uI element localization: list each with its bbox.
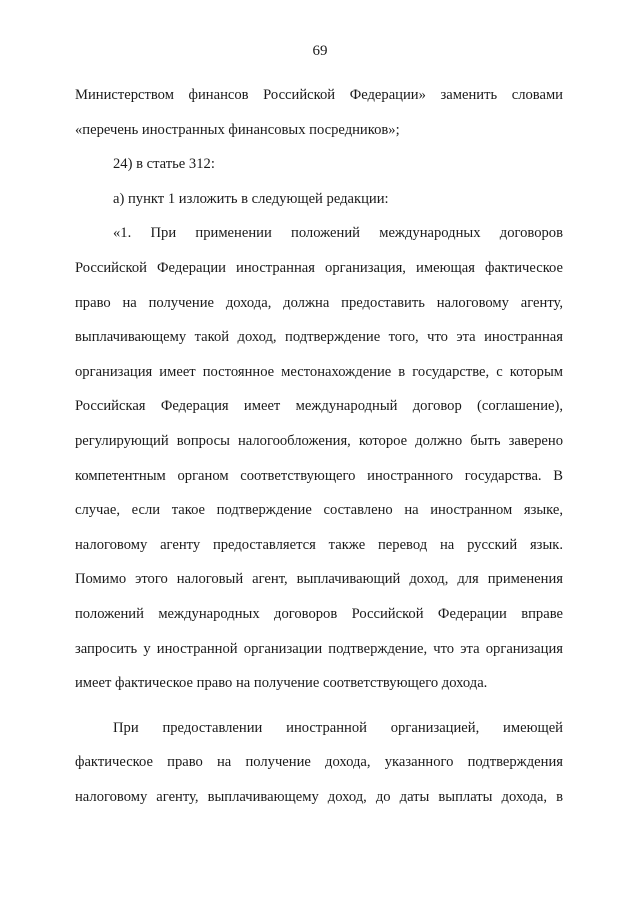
text-line: Помимо этого налоговый агент, выплачивающий доход, для применения: [75, 571, 563, 588]
text-line: 24) в статье 312:: [113, 156, 215, 173]
text-line: «1. При применении положений международных договоров: [113, 225, 563, 242]
text-line: имеет фактическое право на получение соответствующего дохода.: [75, 675, 488, 692]
page-number: 69: [312, 43, 328, 59]
text-line: налоговому агенту предоставляется также перевод на русский язык.: [75, 536, 563, 553]
text-line: запросить у иностранной организации подтверждение, что эта организация: [75, 640, 563, 657]
text-line: право на получение дохода, должна предоставить налоговому агенту,: [75, 294, 563, 311]
paragraph-gap: [75, 701, 563, 711]
text-line: фактическое право на получение дохода, указанного подтверждения: [75, 754, 563, 771]
text-line: «перечень иностранных финансовых посредников»;: [75, 121, 400, 138]
document-body: [75, 78, 563, 814]
text-line: организация имеет постоянное местонахождение в государстве, с которым: [75, 363, 563, 380]
text-line: налоговому агенту, выплачивающему доход, до даты выплаты дохода, в: [75, 788, 563, 805]
text-line: Министерством финансов Российской Федерации» заменить словами: [75, 87, 563, 103]
text-line: Российской Федерации иностранная организация, имеющая фактическое: [75, 259, 563, 276]
text-line: При предоставлении иностранной организацией, имеющей: [113, 719, 563, 736]
text-line: а) пункт 1 изложить в следующей редакции:: [113, 190, 389, 207]
text-line: регулирующий вопросы налогообложения, которое должно быть заверено: [75, 432, 563, 449]
text-line: выплачивающему такой доход, подтверждение того, что эта иностранная: [75, 329, 563, 346]
text-line: случае, если такое подтверждение составлено на иностранном языке,: [75, 502, 563, 519]
text-line: компетентным органом соответствующего иностранного государства. В: [75, 467, 563, 484]
text-line: Российская Федерация имеет международный договор (соглашение),: [75, 398, 563, 415]
text-line: положений международных договоров Российской Федерации вправе: [75, 605, 563, 622]
